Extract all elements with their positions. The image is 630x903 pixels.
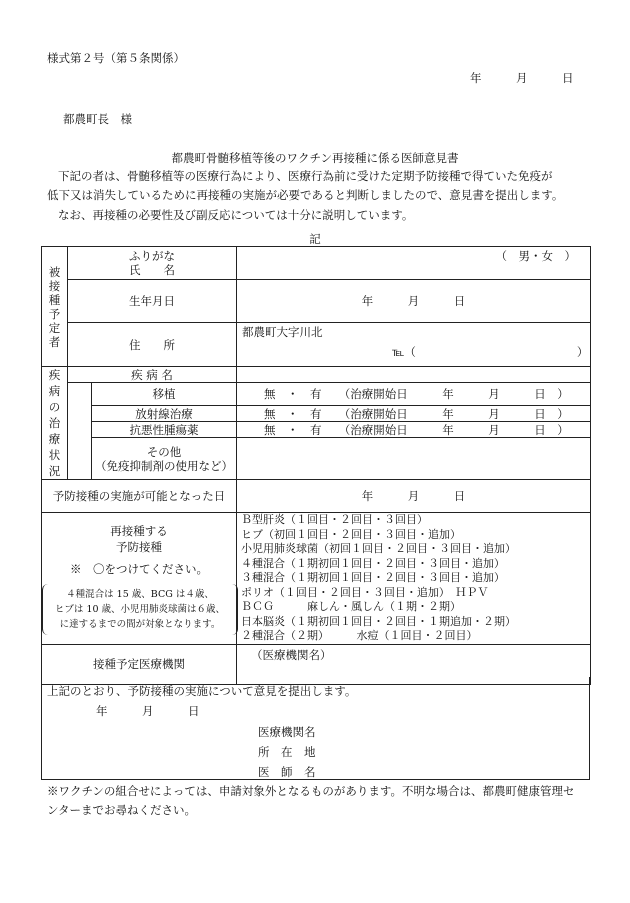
subject-section-label: 被 接 種 予 定 者 xyxy=(42,247,68,367)
institution-label: 接種予定医療機関 xyxy=(42,644,237,684)
vaccine-option[interactable]: Ｂ型肝炎（１回目・２回目・３回目） xyxy=(241,513,428,526)
institution-field[interactable]: （医療機関名） xyxy=(237,644,591,684)
disease-indent-spacer xyxy=(68,383,92,480)
document-title: 都農町骨髄移植等後のワクチン再接種に係る医師意見書 xyxy=(171,151,459,165)
body-text-line-1: 下記の者は、骨髄移植等の医療行為により、医療行為前に受けた定期予防接種で得ていた免疫が xyxy=(58,169,553,183)
sex-selector[interactable]: （ 男・女 ） xyxy=(495,249,576,263)
vaccine-option[interactable]: ３種混合（１期初回１回目・２回目・３回目・追加） xyxy=(241,571,505,584)
disease-name-label: 疾 病 名 xyxy=(68,367,237,383)
institution-name-label: 医療機関名 xyxy=(258,725,316,739)
disease-section-label: 疾 病 の 治 療 状 況 xyxy=(42,367,68,480)
possible-date-label: 予防接種の実施が可能となった日 xyxy=(42,480,237,513)
name-label-cell: ふりがな 氏 名 xyxy=(68,247,237,280)
other-treatment-field[interactable] xyxy=(237,438,591,480)
birthdate-field[interactable]: 年 月 日 xyxy=(237,280,591,323)
birthdate-label: 生年月日 xyxy=(68,280,237,323)
treatment-label-radiation: 放射線治療 xyxy=(92,406,237,422)
body-text-line-2: 低下又は消失しているために再接種の実施が必要であると判断しましたので、意見書を提出します。 xyxy=(47,188,564,202)
doctor-name-label: 医 師 名 xyxy=(258,765,316,779)
disease-name-field[interactable] xyxy=(237,367,591,383)
vaccine-option[interactable]: ＢＣＧ 麻しん・風しん（１期・２期） xyxy=(241,600,461,613)
tel-field[interactable]: ℡（ ） xyxy=(392,344,589,359)
statement-block xyxy=(41,677,590,780)
other-treatment-label: その他 （免疫抑制剤の使用など） xyxy=(92,438,237,480)
location-label: 所 在 地 xyxy=(258,745,316,759)
possible-date-field[interactable]: 年 月 日 xyxy=(237,480,591,513)
addressee: 都農町長 様 xyxy=(63,112,132,126)
vaccine-option[interactable]: ヒブ（初回１回目・２回目・３回目・追加） xyxy=(241,527,461,541)
name-field[interactable] xyxy=(237,247,591,280)
submission-date[interactable]: 年 月 日 xyxy=(470,71,574,85)
age-limit-note: ４種混合は 15 歳、BCG は４歳、 ヒブは 10 歳、小児用肺炎球菌は６歳、 に達するまでの間が対象となります。 xyxy=(42,584,238,635)
vaccine-list[interactable] xyxy=(237,513,591,645)
vaccine-option[interactable]: 日本脳炎（１期初回１回目・２回目・１期追加・２期） xyxy=(241,614,516,628)
vaccine-option[interactable]: ４種混合（１期初回１回目・２回目・３回目・追加） xyxy=(241,556,505,570)
vaccine-option[interactable]: ２種混合（２期） 水痘（１回目・２回目） xyxy=(241,629,478,642)
treatment-label-transplant: 移植 xyxy=(92,383,237,406)
treatment-field-antineoplastic[interactable]: 無 ・ 有 （治療開始日 年 月 日 ） xyxy=(237,422,591,438)
vaccine-option[interactable]: ポリオ（１回目・２回目・３回目・追加） ＨＰＶ xyxy=(241,585,489,599)
treatment-field-transplant[interactable]: 無 ・ 有 （治療開始日 年 月 日 ） xyxy=(237,383,591,406)
footnote-line-2: ンターまでお尋ねください。 xyxy=(47,803,197,817)
statement-date[interactable]: 年 月 日 xyxy=(96,704,200,718)
form-number: 様式第２号（第５条関係） xyxy=(47,51,185,65)
treatment-field-radiation[interactable]: 無 ・ 有 （治療開始日 年 月 日 ） xyxy=(237,406,591,422)
address-field[interactable]: 都農町大字川北 ℡（ ） xyxy=(237,323,591,367)
opinion-form-table xyxy=(41,246,591,685)
statement-text: 上記のとおり、予防接種の実施について意見を提出します。 xyxy=(47,684,357,698)
body-text-line-3: なお、再接種の必要性及び副反応については十分に説明しています。 xyxy=(58,208,414,222)
vaccine-option[interactable]: 小児用肺炎球菌（初回１回目・２回目・３回目・追加） xyxy=(241,542,516,555)
footnote-line-1: ※ワクチンの組合せによっては、申請対象外となるものがあります。不明な場合は、都農町健康管理セ xyxy=(47,784,575,798)
ki-heading: 記 xyxy=(309,232,321,246)
treatment-label-antineoplastic: 抗悪性腫瘍薬 xyxy=(92,422,237,438)
address-label: 住 所 xyxy=(68,323,237,367)
revaccination-label-cell: 再接種する 予防接種 ※ 〇をつけてください。 ４種混合は 15 歳、BCG は４歳、 ヒブは 10 歳、小児用肺炎球菌は６歳、 に達するまでの間が対象となります。 xyxy=(42,513,237,645)
